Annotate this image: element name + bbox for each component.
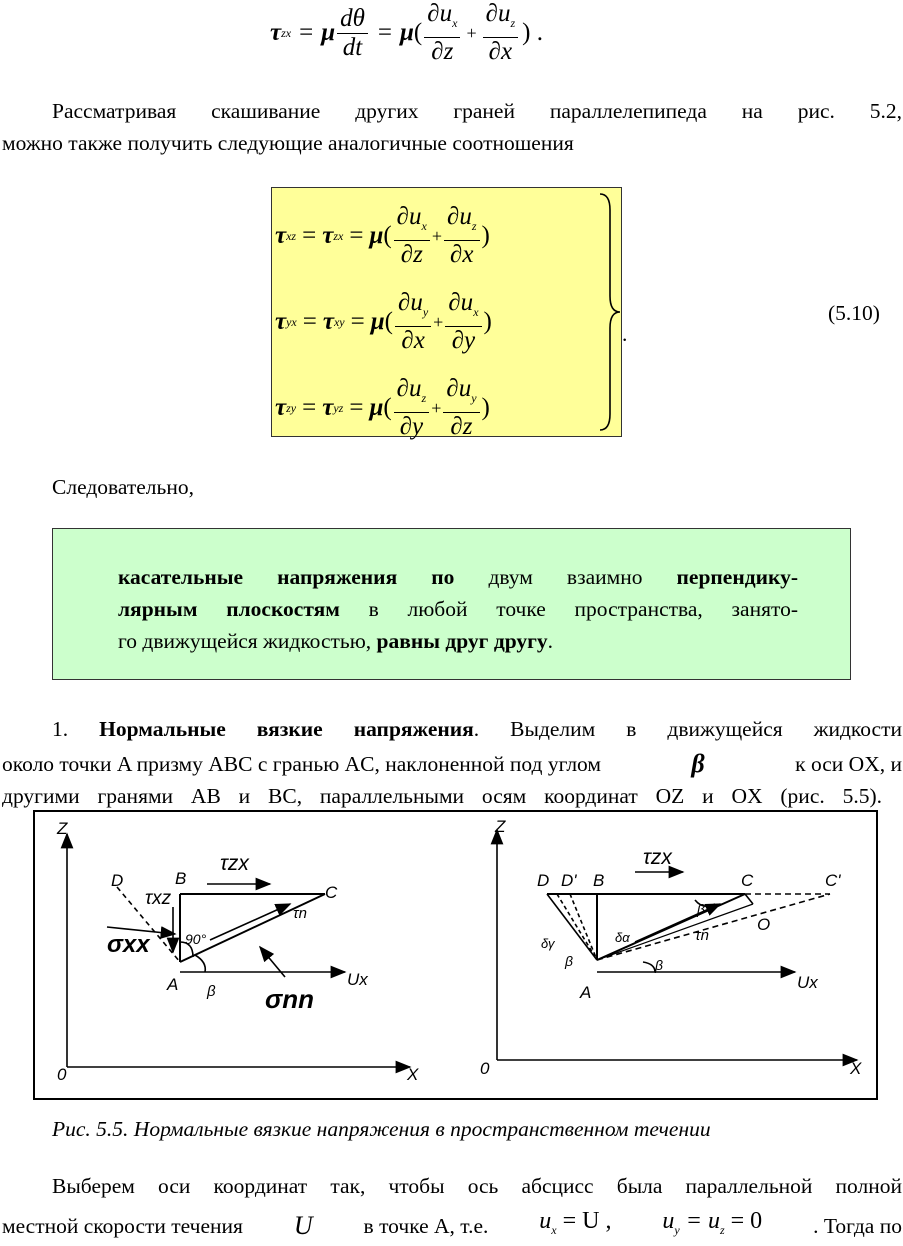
svg-text:β: β — [655, 957, 663, 973]
svg-text:Z: Z — [495, 817, 506, 836]
svg-text:B: B — [593, 871, 605, 890]
para2-line2: около точки A призму ABC с гранью AC, наклоненной под углом β к оси OX, и — [2, 749, 902, 778]
svg-text:O: O — [757, 915, 771, 934]
svg-text:Ux: Ux — [797, 973, 818, 992]
svg-text:0: 0 — [57, 1065, 67, 1084]
system-dot: . — [622, 322, 628, 346]
svg-text:τzx: τzx — [220, 852, 249, 875]
svg-text:D': D' — [561, 871, 577, 890]
frac-dux-dz: $\frac{\partial u_x}{\partial z}$ — [424, 0, 460, 66]
para1-line2: можно также получить следующие аналогичные соотношения — [2, 131, 574, 155]
frac-dtheta-dt: $\frac{d\theta}{dt}$ — [337, 5, 368, 62]
svg-text:0: 0 — [480, 1059, 490, 1078]
svg-text:D: D — [111, 871, 124, 890]
svg-text:X: X — [407, 1065, 419, 1084]
svg-text:τn: τn — [695, 927, 709, 944]
figure-diagram — [35, 812, 876, 1098]
svg-text:Ux: Ux — [347, 970, 368, 989]
consequently-text: Следовательно, — [52, 475, 194, 499]
svg-text:C: C — [741, 871, 754, 890]
svg-text:σxx: σxx — [107, 931, 150, 958]
svg-text:τzx: τzx — [643, 846, 672, 869]
svg-text:σnn: σnn — [265, 984, 315, 1014]
svg-text:A: A — [167, 975, 179, 994]
eq-lhs: τ — [270, 19, 282, 46]
svg-text:C': C' — [825, 871, 841, 890]
system-brace — [596, 190, 626, 434]
para3-line2: местной скорости течения U в точке A, т.е. $u_x = U$ , $u_y = u_z = 0$ . Тогда по — [2, 1208, 902, 1240]
svg-text:β: β — [565, 953, 573, 969]
system-row-2: τ yx = τ xy = μ ( $\frac{\partial u_y}{\partial x}$ + $\frac{\partial u_x}{\partial y}$ ) — [275, 289, 492, 354]
svg-text:90°: 90° — [185, 931, 207, 947]
svg-text:δγ: δγ — [541, 936, 555, 951]
para2-line1: 1. Нормальные вязкие напряжения. Выделим в движущейся жидкости — [52, 717, 902, 741]
svg-text:D: D — [537, 871, 550, 890]
frac-duz-dx: $\frac{\partial u_z}{\partial x}$ — [483, 0, 519, 66]
svg-text:τn: τn — [293, 905, 307, 922]
highlight-text: касательные напряжения по двум взаимно перпендику- лярным плоскостям в любой точке пространства, занято- го движущейся жидкостью, равны друг другу. — [118, 565, 798, 653]
svg-text:X: X — [850, 1059, 862, 1078]
equation-system — [275, 193, 605, 451]
para1-line1: Рассматривая скашивание других граней параллелепипеда на рис. 5.2, — [52, 99, 902, 123]
equation-top: τ zx = μ $\frac{d\theta}{dt}$ = μ ( $\frac{\partial u_x}{\partial z}$ + $\frac{\partial u_z}{\partial x}$ ) . — [270, 0, 543, 65]
figure-caption: Рис. 5.5. Нормальные вязкие напряжения в пространственном течении — [52, 1117, 711, 1141]
system-row-1: τ xz = τ zx = μ ( $\frac{\partial u_x}{\partial z}$ + $\frac{\partial u_z}{\partial x}$ ) — [275, 203, 490, 268]
system-row-3: τ zy = τ yz = μ ( $\frac{\partial u_z}{\partial y}$ + $\frac{\partial u_y}{\partial z}$ ) — [275, 375, 490, 440]
svg-text:β: β — [697, 901, 705, 917]
svg-text:δα: δα — [615, 930, 630, 945]
equation-number: (5.10) — [828, 301, 880, 325]
svg-text:Z: Z — [57, 819, 68, 838]
svg-text:A: A — [580, 983, 592, 1002]
svg-text:C: C — [325, 883, 338, 902]
svg-text:τxz: τxz — [145, 888, 172, 909]
para2-line3: другими гранями AB и BC, параллельными осям координат OZ и OX (рис. 5.5). — [2, 784, 882, 808]
para3-line1: Выберем оси координат так, чтобы ось абсцисс была параллельной полной — [52, 1174, 902, 1198]
svg-text:B: B — [175, 869, 187, 888]
svg-text:β: β — [207, 983, 216, 1000]
